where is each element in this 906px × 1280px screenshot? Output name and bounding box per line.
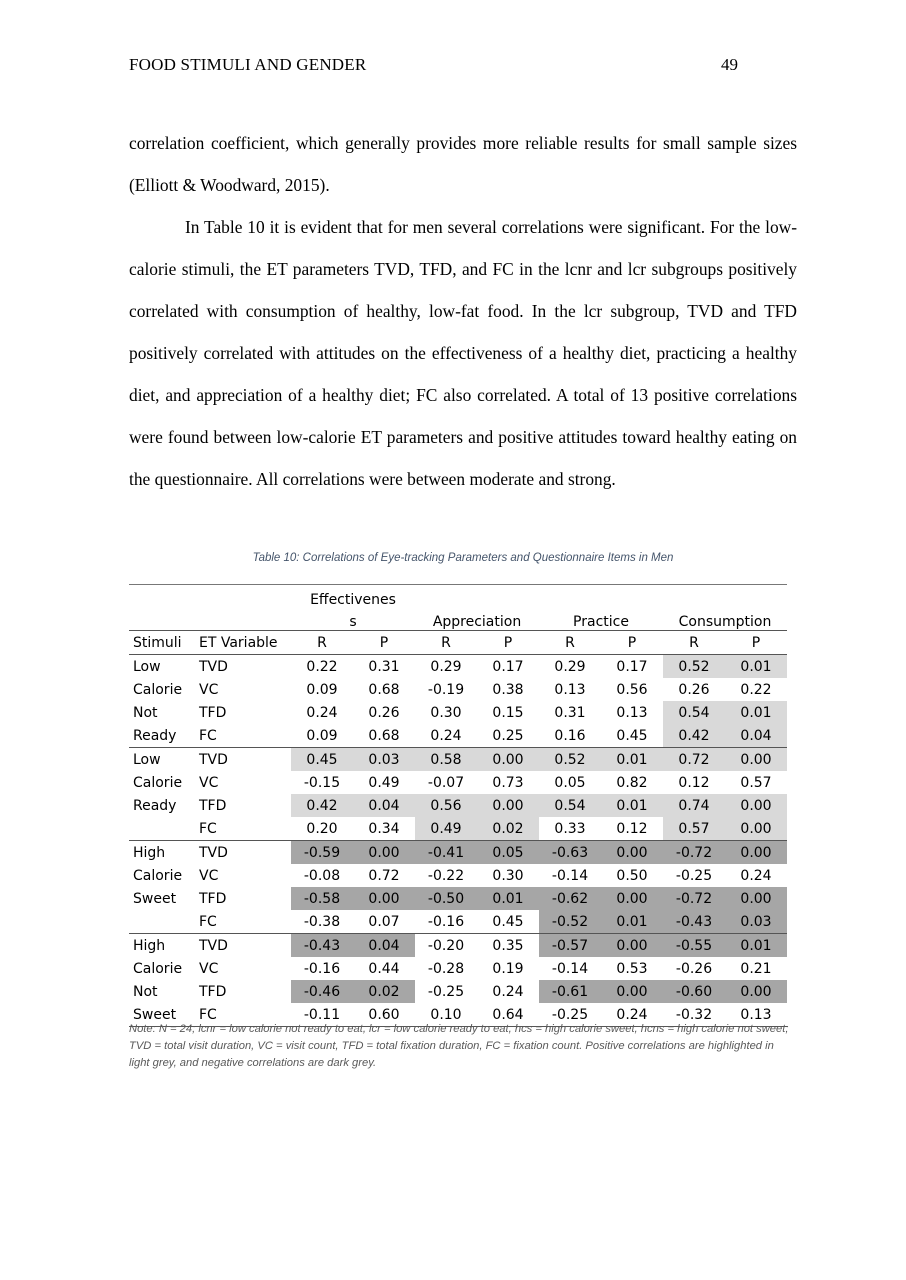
p-value-cell: 0.35	[477, 934, 539, 958]
p-value-cell: 0.02	[477, 817, 539, 841]
r-value-cell: 0.31	[554, 704, 586, 721]
et-variable-cell: VC	[199, 867, 219, 884]
col-header: R	[663, 631, 725, 655]
r-value-cell: 0.13	[554, 681, 586, 698]
r-value-cell: -0.46	[291, 980, 353, 1003]
p-value-cell: 0.00	[601, 980, 663, 1003]
p-value-cell: 0.13	[725, 1003, 787, 1027]
r-value-cell: 0.29	[554, 658, 586, 675]
r-value-cell: 0.16	[554, 727, 586, 744]
table-row	[129, 748, 787, 772]
r-value-cell: -0.58	[291, 887, 353, 910]
et-variable-cell: TVD	[199, 658, 228, 675]
p-value-cell: 0.21	[740, 960, 772, 977]
col-header: P	[601, 631, 663, 655]
stimuli-cell: Low	[129, 748, 195, 772]
table-row	[129, 957, 787, 980]
p-value-cell: 0.50	[616, 867, 648, 884]
p-value-cell: 0.00	[477, 794, 539, 817]
p-value-cell: 0.22	[740, 681, 772, 698]
p-value-cell: 0.04	[353, 934, 415, 958]
et-variable-cell: TFD	[199, 890, 227, 907]
r-value-cell: 0.45	[291, 748, 353, 772]
r-value-cell: -0.72	[663, 841, 725, 865]
table-row	[129, 701, 787, 724]
r-value-cell: 0.57	[663, 817, 725, 841]
header-appreciation: Appreciation	[415, 608, 539, 631]
table-row	[129, 841, 787, 865]
p-value-cell: 0.01	[725, 934, 787, 958]
header-practice: Practice	[539, 608, 663, 631]
p-value-cell: 0.07	[368, 913, 400, 930]
header-effectiveness: Effectivenes	[291, 585, 415, 609]
r-value-cell: 0.24	[430, 727, 462, 744]
et-variable-cell: VC	[199, 681, 219, 698]
p-value-cell: 0.38	[492, 681, 524, 698]
r-value-cell: 0.12	[678, 774, 710, 791]
col-header: ET Variable	[195, 631, 291, 655]
col-header: P	[725, 631, 787, 655]
p-value-cell: 0.17	[616, 658, 648, 675]
p-value-cell: 0.00	[601, 934, 663, 958]
r-value-cell: 0.20	[306, 820, 338, 837]
r-value-cell: 0.10	[415, 1003, 477, 1027]
p-value-cell: 0.24	[601, 1003, 663, 1027]
stimuli-cell: Low	[133, 658, 161, 675]
p-value-cell: 0.26	[368, 704, 400, 721]
p-value-cell: 0.01	[601, 794, 663, 817]
et-variable-cell: TFD	[199, 704, 227, 721]
paragraph: correlation coefficient, which generally provides more reliable results for small sample sizes (Elliott & Woodward, 2015).	[129, 133, 797, 195]
r-value-cell: 0.56	[415, 794, 477, 817]
stimuli-cell: Ready	[133, 727, 177, 744]
r-value-cell: -0.11	[291, 1003, 353, 1027]
table-row	[129, 724, 787, 748]
r-value-cell: -0.61	[539, 980, 601, 1003]
r-value-cell: -0.15	[303, 774, 341, 791]
et-variable-cell: TFD	[199, 983, 227, 1000]
r-value-cell: 0.74	[663, 794, 725, 817]
r-value-cell: -0.41	[415, 841, 477, 865]
col-header: P	[353, 631, 415, 655]
table-row	[129, 794, 787, 817]
p-value-cell: 0.02	[353, 980, 415, 1003]
p-value-cell: 0.34	[368, 820, 400, 837]
r-value-cell: -0.72	[663, 887, 725, 910]
stimuli-cell: Not	[133, 704, 158, 721]
r-value-cell: 0.24	[306, 704, 338, 721]
p-value-cell: 0.68	[368, 681, 400, 698]
r-value-cell: 0.26	[678, 681, 710, 698]
p-value-cell: 0.25	[492, 727, 524, 744]
table-row	[129, 655, 787, 679]
r-value-cell: 0.58	[415, 748, 477, 772]
table-row	[129, 817, 787, 841]
r-value-cell: -0.16	[303, 960, 341, 977]
col-header: R	[539, 631, 601, 655]
p-value-cell: 0.00	[477, 748, 539, 772]
et-variable-cell: FC	[199, 820, 217, 837]
r-value-cell: -0.25	[675, 867, 713, 884]
p-value-cell: 0.60	[353, 1003, 415, 1027]
r-value-cell: 0.72	[663, 748, 725, 772]
running-head: FOOD STIMULI AND GENDER	[129, 55, 367, 74]
r-value-cell: 0.33	[554, 820, 586, 837]
stimuli-cell: High	[129, 934, 195, 958]
p-value-cell: 0.24	[492, 983, 524, 1000]
table-row	[129, 864, 787, 887]
p-value-cell: 0.00	[353, 841, 415, 865]
p-value-cell: 0.72	[368, 867, 400, 884]
col-header: P	[477, 631, 539, 655]
et-variable-cell: TVD	[195, 841, 291, 865]
p-value-cell: 0.12	[616, 820, 648, 837]
r-value-cell: 0.54	[539, 794, 601, 817]
r-value-cell: -0.63	[539, 841, 601, 865]
et-variable-cell: TFD	[199, 797, 227, 814]
r-value-cell: -0.60	[663, 980, 725, 1003]
stimuli-cell: Not	[133, 983, 158, 1000]
r-value-cell: 0.30	[430, 704, 462, 721]
table-note: Note: N = 24; lcnr = low calorie not ready to eat, lcr = low calorie ready to eat, hcs = high calorie sweet, hcns = high calorie not sweet; TVD = total visit duration, VC = visit count, TFD = total fixation duration, FC = fixation count. Positive correlations are highlighted in light grey, and negative correlations are dark grey.	[129, 1023, 789, 1069]
page-number: 49	[721, 55, 738, 74]
stimuli-cell: Sweet	[133, 890, 177, 907]
r-value-cell: 0.29	[430, 658, 462, 675]
r-value-cell: 0.42	[663, 724, 725, 748]
p-value-cell: 0.68	[368, 727, 400, 744]
p-value-cell: 0.04	[353, 794, 415, 817]
r-value-cell: -0.16	[427, 913, 465, 930]
p-value-cell: 0.24	[740, 867, 772, 884]
et-variable-cell: FC	[195, 1003, 291, 1027]
r-value-cell: -0.08	[303, 867, 341, 884]
r-value-cell: -0.59	[291, 841, 353, 865]
r-value-cell: -0.22	[427, 867, 465, 884]
stimuli-cell	[129, 817, 195, 841]
table-row	[129, 678, 787, 701]
stimuli-cell: Calorie	[133, 960, 183, 977]
r-value-cell: -0.26	[675, 960, 713, 977]
p-value-cell: 0.00	[353, 887, 415, 910]
p-value-cell: 0.15	[492, 704, 524, 721]
body-text	[129, 122, 797, 500]
p-value-cell: 0.44	[368, 960, 400, 977]
r-value-cell: -0.25	[427, 983, 465, 1000]
r-value-cell: -0.19	[427, 681, 465, 698]
p-value-cell: 0.53	[616, 960, 648, 977]
r-value-cell: -0.32	[663, 1003, 725, 1027]
p-value-cell: 0.57	[740, 774, 772, 791]
et-variable-cell: FC	[199, 727, 217, 744]
p-value-cell: 0.00	[725, 980, 787, 1003]
col-header: R	[415, 631, 477, 655]
p-value-cell: 0.73	[492, 774, 524, 791]
p-value-cell: 0.45	[616, 727, 648, 744]
table-row	[129, 771, 787, 794]
r-value-cell: 0.22	[306, 658, 338, 675]
stimuli-cell: Calorie	[133, 867, 183, 884]
et-variable-cell: FC	[199, 913, 217, 930]
p-value-cell: 0.01	[725, 701, 787, 724]
stimuli-cell: Calorie	[133, 774, 183, 791]
col-header: Stimuli	[129, 631, 195, 655]
p-value-cell: 0.19	[492, 960, 524, 977]
p-value-cell: 0.00	[601, 841, 663, 865]
p-value-cell: 0.13	[616, 704, 648, 721]
p-value-cell: 0.01	[601, 910, 663, 934]
stimuli-cell: Calorie	[133, 681, 183, 698]
p-value-cell: 0.45	[492, 913, 524, 930]
p-value-cell: 0.17	[492, 658, 524, 675]
r-value-cell: -0.43	[291, 934, 353, 958]
r-value-cell: 0.52	[663, 655, 725, 679]
header-consumption: Consumption	[663, 608, 787, 631]
p-value-cell: 0.01	[477, 887, 539, 910]
p-value-cell: 0.00	[725, 794, 787, 817]
p-value-cell: 0.03	[725, 910, 787, 934]
table-row	[129, 910, 787, 934]
et-variable-cell: VC	[199, 774, 219, 791]
et-variable-cell: TVD	[195, 748, 291, 772]
stimuli-cell: Ready	[133, 797, 177, 814]
p-value-cell: 0.31	[368, 658, 400, 675]
p-value-cell: 0.30	[492, 867, 524, 884]
r-value-cell: 0.09	[306, 681, 338, 698]
r-value-cell: -0.38	[303, 913, 341, 930]
paragraph: In Table 10 it is evident that for men several correlations were significant. For the low-calorie stimuli, the ET parameters TVD, TFD, and FC in the lcnr and lcr subgroups positively correlated with consumption of healthy, low-fat food. In the lcr subgroup, TVD and TFD positively correlated with attitudes on the effectiveness of a healthy diet, practicing a healthy diet, and appreciation of a healthy diet; FC also correlated. A total of 13 positive correlations were found between low-calorie ET parameters and positive attitudes toward healthy eating on the questionnaire. All correlations were between moderate and strong.	[129, 217, 797, 489]
r-value-cell: -0.57	[539, 934, 601, 958]
r-value-cell: 0.05	[554, 774, 586, 791]
r-value-cell: 0.42	[291, 794, 353, 817]
r-value-cell: -0.52	[539, 910, 601, 934]
r-value-cell: 0.52	[539, 748, 601, 772]
r-value-cell: 0.49	[415, 817, 477, 841]
table-row	[129, 934, 787, 958]
p-value-cell: 0.82	[616, 774, 648, 791]
p-value-cell: 0.01	[725, 655, 787, 679]
r-value-cell: -0.28	[427, 960, 465, 977]
correlation-table	[129, 584, 787, 1027]
r-value-cell: -0.07	[427, 774, 465, 791]
r-value-cell: -0.43	[663, 910, 725, 934]
table-caption: Table 10: Correlations of Eye-tracking Parameters and Questionnaire Items in Men	[252, 552, 674, 564]
p-value-cell: 0.00	[725, 887, 787, 910]
stimuli-cell: Sweet	[129, 1003, 195, 1027]
r-value-cell: -0.50	[415, 887, 477, 910]
r-value-cell: -0.14	[551, 960, 589, 977]
r-value-cell: 0.54	[663, 701, 725, 724]
r-value-cell: -0.62	[539, 887, 601, 910]
p-value-cell: 0.00	[725, 841, 787, 865]
table-row	[129, 980, 787, 1003]
p-value-cell: 0.00	[601, 887, 663, 910]
et-variable-cell: VC	[199, 960, 219, 977]
stimuli-cell: High	[129, 841, 195, 865]
p-value-cell: 0.03	[353, 748, 415, 772]
col-header: R	[291, 631, 353, 655]
r-value-cell: -0.20	[415, 934, 477, 958]
p-value-cell: 0.56	[616, 681, 648, 698]
p-value-cell: 0.05	[477, 841, 539, 865]
p-value-cell: 0.00	[725, 748, 787, 772]
p-value-cell: 0.04	[725, 724, 787, 748]
p-value-cell: 0.01	[601, 748, 663, 772]
p-value-cell: 0.00	[725, 817, 787, 841]
stimuli-cell	[129, 910, 195, 934]
p-value-cell: 0.64	[477, 1003, 539, 1027]
et-variable-cell: TVD	[195, 934, 291, 958]
table-row	[129, 887, 787, 910]
r-value-cell: -0.25	[539, 1003, 601, 1027]
r-value-cell: 0.09	[306, 727, 338, 744]
p-value-cell: 0.49	[368, 774, 400, 791]
header-effectiveness-cont: s	[291, 608, 415, 631]
r-value-cell: -0.14	[551, 867, 589, 884]
r-value-cell: -0.55	[663, 934, 725, 958]
